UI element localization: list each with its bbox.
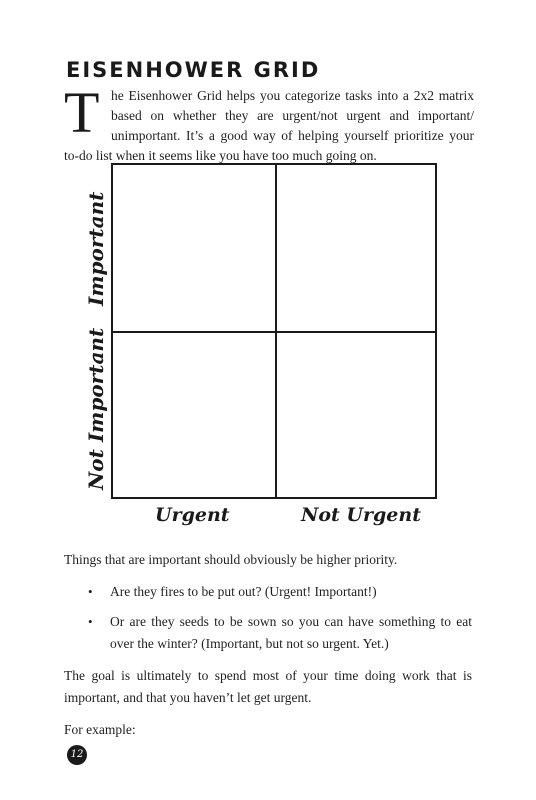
intro-line: to-do list when it seems like you have too much going on. <box>64 148 377 163</box>
row-label-not-important: Not Important <box>84 327 108 490</box>
page-number: 12 <box>67 745 87 765</box>
bullet-item-continued: over the winter? (Important, but not so urgent. Yet.) <box>110 636 389 651</box>
body-paragraph: For example: <box>64 722 136 737</box>
eisenhower-matrix <box>111 163 437 499</box>
intro-line: based on whether they are urgent/not urgent and important/ <box>111 108 474 123</box>
intro-paragraph <box>64 80 474 166</box>
intro-line: he Eisenhower Grid helps you categorize tasks into a 2x2 matrix <box>111 88 474 103</box>
bullet-item: Are they fires to be put out? (Urgent! Important!) <box>110 584 377 599</box>
body-paragraph: Things that are important should obviously be higher priority. <box>64 552 398 567</box>
drop-cap: T <box>64 80 100 145</box>
column-label-not-urgent: Not Urgent <box>301 504 421 526</box>
intro-line: unimportant. It’s a good way of helping yourself prioritize your <box>111 128 474 143</box>
column-label-urgent: Urgent <box>155 504 230 526</box>
bullet-item: Or are they seeds to be sown so you can have something to eat <box>110 614 472 629</box>
body-paragraph-continued: important, and that you haven’t let get urgent. <box>64 690 312 705</box>
body-paragraph: The goal is ultimately to spend most of your time doing work that is <box>64 668 472 683</box>
grid-divider-horizontal <box>113 331 435 333</box>
page-title: EISENHOWER GRID <box>66 58 321 82</box>
bullet-marker: • <box>88 584 93 599</box>
bullet-marker: • <box>88 614 93 629</box>
row-label-important: Important <box>84 191 108 306</box>
